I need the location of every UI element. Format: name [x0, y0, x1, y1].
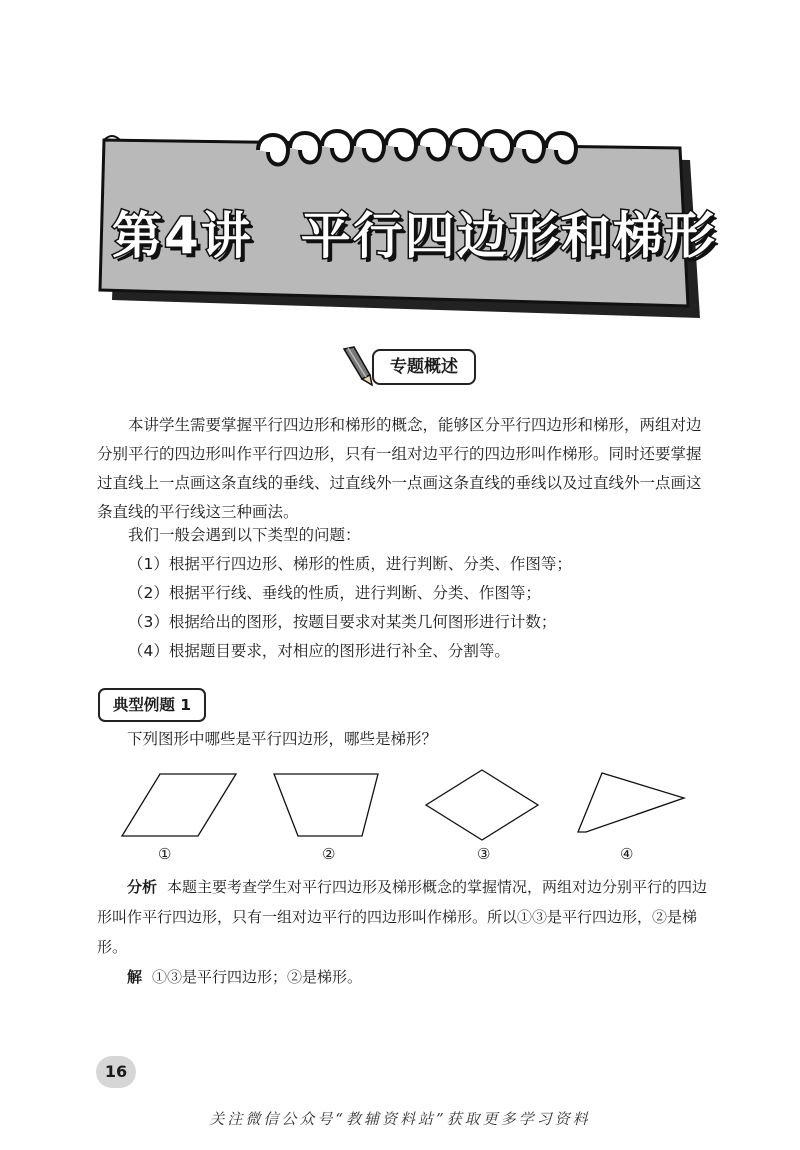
shape-1-parallelogram [122, 774, 236, 836]
overview-paragraph: 本讲学生需要掌握平行四边形和梯形的概念，能够区分平行四边形和梯形，两组对边分别平行的四边形叫作平行四边形，只有一组对边平行的四边形叫作梯形。同时还要掌握过直线上一点画这条直线的垂线、过直线外一点画这条直线的垂线以及过直线外一点画这条直线的平行线这三种画法。 [97, 416, 702, 521]
lecture-number: 第4讲 [112, 207, 253, 265]
analysis-block [97, 872, 709, 992]
question-type-item: （4）根据题目要求，对相应的图形进行补全、分割等。 [128, 642, 510, 660]
figure-label-2: ② [322, 845, 336, 863]
analysis-text: 本题主要考查学生对平行四边形及梯形概念的掌握情况，两组对边分别平行的四边形叫作平行四边形，只有一组对边平行的四边形叫作梯形。所以①③是平行四边形，②是梯形。 [97, 878, 708, 956]
footer-note: 关注微信公众号“教辅资料站”获取更多学习资料 [209, 1110, 591, 1128]
lecture-topic: 平行四边形和梯形 [300, 207, 717, 265]
page-number: 16 [96, 1056, 136, 1088]
figure-shapes [110, 768, 700, 844]
page-title [112, 196, 717, 268]
figure-label-1: ① [158, 845, 172, 863]
question-types-intro: 我们一般会遇到以下类型的问题： [128, 526, 361, 544]
overview-paragraph-block [97, 411, 709, 527]
example-question: 下列图形中哪些是平行四边形，哪些是梯形？ [127, 730, 438, 748]
title-banner [0, 0, 800, 340]
overview-tag-label: 专题概述 [372, 349, 476, 385]
figure-label-3: ③ [477, 845, 491, 863]
question-types-block [97, 521, 709, 666]
banner-graphic [0, 0, 800, 340]
overview-tag [338, 345, 478, 387]
figure-label-4: ④ [620, 845, 634, 863]
shape-4-quadrilateral [578, 773, 684, 832]
question-type-item: （3）根据给出的图形，按题目要求对某类几何图形进行计数； [128, 613, 557, 631]
question-type-item: （2）根据平行线、垂线的性质，进行判断、分类、作图等； [128, 584, 541, 602]
solution-text: ①③是平行四边形；②是梯形。 [152, 968, 363, 986]
shape-3-rhombus [426, 770, 538, 840]
question-type-item: （1）根据平行四边形、梯形的性质，进行判断、分类、作图等； [128, 555, 572, 573]
analysis-key: 分析 [127, 878, 158, 896]
solution-key: 解 [127, 968, 143, 986]
example-tag: 典型例题 1 [98, 688, 206, 722]
shape-2-trapezoid [274, 774, 378, 836]
